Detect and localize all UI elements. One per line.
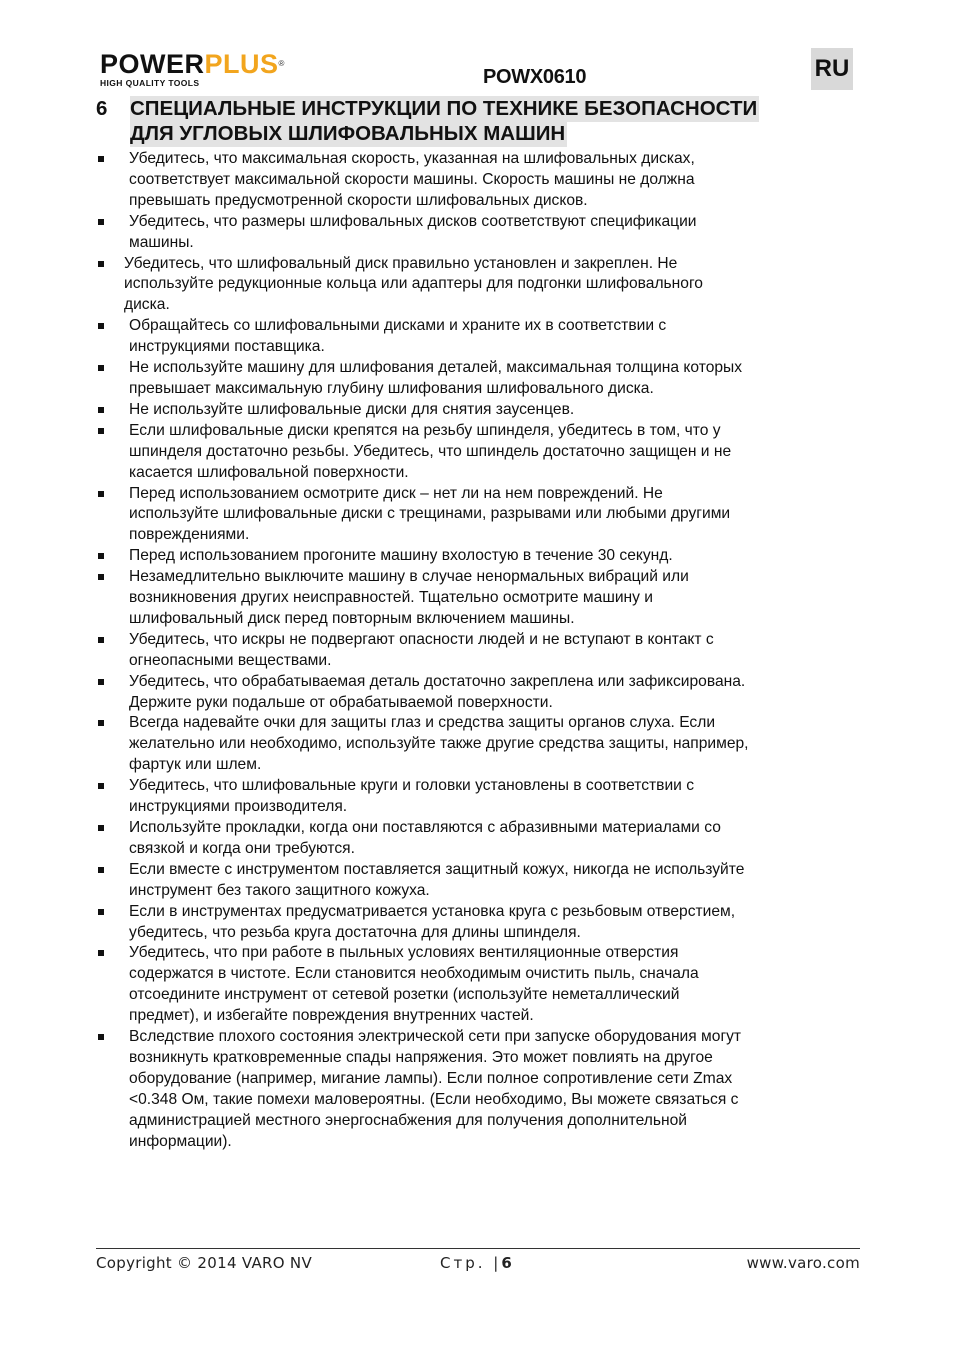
instruction-text-line: Убедитесь, что шлифовальные круги и головки установлены в соответствии с [129, 777, 695, 795]
bullet-square-icon [98, 323, 104, 329]
instruction-text-line: Всегда надевайте очки для защиты глаз и средства защиты органов слуха. Если [129, 714, 716, 732]
bullet-square-icon [98, 867, 104, 873]
bullet-square-icon [98, 491, 104, 497]
model-number: POWX0610 [483, 66, 587, 88]
instruction-text-line: используйте шлифовальные диски с трещинами, разрывами или любыми другими [129, 505, 731, 523]
section-title-line-1: СПЕЦИАЛЬНЫЕ ИНСТРУКЦИИ ПО ТЕХНИКЕ БЕЗОПАСНОСТИ [130, 97, 758, 120]
bullet-square-icon [98, 553, 104, 559]
section-number: 6 [96, 97, 108, 120]
bullet-square-icon [98, 428, 104, 434]
logo-plus: PLUS [204, 49, 279, 79]
instruction-text-line: инструкциями производителя. [129, 798, 348, 816]
instruction-text-line: Используйте прокладки, когда они поставляются с абразивными материалами со [129, 819, 721, 836]
language-badge: RU [811, 48, 853, 90]
instruction-text-line: Обращайтесь со шлифовальными дисками и храните их в соответствии с [129, 317, 667, 335]
bullet-square-icon [98, 574, 104, 580]
safety-instruction-item [96, 776, 866, 818]
bullet-square-icon [98, 365, 104, 371]
instruction-text-line: инструкциями поставщика. [129, 338, 325, 356]
logo-tagline: HIGH QUALITY TOOLS [100, 78, 200, 88]
instruction-text-line: огнеопасными веществами. [129, 651, 332, 669]
instruction-text-line: отсоедините инструмент от сетевой розетки (используйте неметаллический [129, 986, 680, 1004]
safety-instruction-item [96, 672, 866, 714]
bullet-square-icon [98, 637, 104, 643]
safety-instruction-item [96, 400, 866, 421]
footer-divider [96, 1248, 860, 1249]
logo-power: POWER [100, 49, 205, 79]
safety-instruction-item [96, 567, 866, 630]
instruction-text-line: Убедитесь, что обрабатываемая деталь достаточно закреплена или зафиксирована. [129, 672, 746, 690]
instruction-text-line: Убедитесь, что максимальная скорость, указанная на шлифовальных дисках, [129, 150, 695, 167]
safety-instruction-item [96, 254, 866, 317]
instruction-text-line: машины. [129, 233, 194, 251]
safety-instruction-item [96, 860, 866, 902]
instruction-text-line: фартук или шлем. [129, 756, 262, 774]
bullet-square-icon [98, 783, 104, 789]
instruction-text-line: администрацией местного энергоснабжения для получения дополнительной [129, 1111, 687, 1129]
safety-instruction-item [96, 818, 866, 860]
section-title-line-2: ДЛЯ УГЛОВЫХ ШЛИФОВАЛЬНЫХ МАШИН [130, 122, 566, 145]
instruction-text-line: Убедитесь, что при работе в пыльных условиях вентиляционные отверстия [129, 944, 679, 962]
instruction-text-line: Если шлифовальные диски крепятся на резьбу шпинделя, убедитесь в том, что у [129, 421, 721, 439]
instruction-text-line: Перед использованием прогоните машину вхолостую в течение 30 секунд. [129, 547, 673, 565]
safety-instruction-item [96, 546, 866, 567]
instruction-text-line: Если в инструментах предусматривается установка круга с резьбовым отверстием, [129, 902, 736, 920]
instruction-text-line: убедитесь, что резьба круга достаточна для длины шпинделя. [129, 923, 581, 941]
safety-instruction-item [96, 421, 866, 484]
instruction-text-line: возникновения других неисправностей. Тщательно осмотрите машину и [129, 589, 653, 607]
safety-instruction-item [96, 484, 866, 547]
safety-instruction-item [96, 316, 866, 358]
bullet-square-icon [98, 219, 104, 225]
bullet-square-icon [98, 909, 104, 915]
instruction-text-line: соответствует максимальной скорости машины. Скорость машины не должна [129, 170, 695, 188]
instruction-text-line: инструмент без такого защитного кожуха. [129, 881, 430, 899]
instruction-text-line: Не используйте машину для шлифования деталей, максимальная толщина которых [129, 359, 743, 377]
instruction-text-line: используйте редукционные кольца или адаптеры для подгонки шлифовального [124, 275, 703, 293]
instruction-text-line: Если вместе с инструментом поставляется защитный кожух, никогда не используйте [129, 860, 745, 878]
bullet-square-icon [98, 1034, 104, 1040]
instruction-text-line: предмет), и избегайте повреждения внутренних частей. [129, 1007, 534, 1025]
bullet-square-icon [98, 407, 104, 413]
bullet-square-icon [98, 261, 104, 267]
instruction-text-line: шпинделя достаточно резьбы. Убедитесь, что шпиндель достаточно защищен и не [129, 442, 732, 460]
footer-page-indicator [440, 1254, 512, 1272]
safety-instruction-item [96, 943, 866, 1027]
logo-wordmark [100, 50, 320, 78]
bullet-square-icon [98, 825, 104, 831]
instruction-text-line: Не используйте шлифовальные диски для снятия заусенцев. [129, 400, 575, 418]
safety-instruction-item [96, 358, 866, 400]
bullet-square-icon [98, 679, 104, 685]
instruction-text-line: превышает максимальную глубину шлифования шлифовального диска. [129, 379, 654, 397]
page-label: Стр. | [440, 1254, 502, 1272]
instruction-text-line: диска. [124, 296, 170, 314]
instruction-text-line: Убедитесь, что искры не подвергают опасности людей и не вступают в контакт с [129, 630, 714, 648]
instruction-text-line: Убедитесь, что размеры шлифовальных дисков соответствуют спецификации [129, 212, 697, 230]
instruction-text-line: превышать предусмотренной скорости шлифовальных дисков. [129, 191, 588, 209]
instruction-text-line: желательно или необходимо, используйте также другие средства защиты, например, [129, 735, 749, 753]
instruction-text-line: связкой и когда они требуются. [129, 839, 355, 857]
bullet-square-icon [98, 156, 104, 162]
instruction-text-line: Держите руки подальше от обрабатываемой поверхности. [129, 693, 553, 711]
safety-instruction-item [96, 149, 866, 212]
instruction-text-line: Убедитесь, что шлифовальный диск правильно установлен и закреплен. Не [124, 254, 678, 272]
brand-logo [100, 50, 320, 90]
safety-instructions-list [96, 149, 866, 1153]
page-number: 6 [501, 1254, 512, 1272]
footer-copyright: Copyright © 2014 VARO NV [96, 1254, 313, 1272]
footer-website: www.varo.com [746, 1254, 860, 1272]
bullet-square-icon [98, 720, 104, 726]
instruction-text-line: Незамедлительно выключите машину в случае ненормальных вибраций или [129, 568, 689, 586]
instruction-text-line: <0.348 Ом, такие помехи маловероятны. (Если необходимо, Вы можете связаться с [129, 1090, 739, 1108]
bullet-square-icon [98, 950, 104, 956]
safety-instruction-item [96, 713, 866, 776]
safety-instruction-item [96, 1027, 866, 1152]
instruction-text-line: возникнуть кратковременные спады напряжения. Это может повлиять на другое [129, 1048, 713, 1066]
instruction-text-line: содержатся в чистоте. Если становится необходимым очистить пыль, сначала [129, 965, 699, 983]
instruction-text-line: Вследствие плохого состояния электрической сети при запуске оборудования могут [129, 1028, 742, 1046]
instruction-text-line: Перед использованием осмотрите диск – нет ли на нем повреждений. Не [129, 484, 663, 502]
logo-registered-mark: ® [278, 59, 285, 68]
safety-instruction-item [96, 212, 866, 254]
safety-instruction-item [96, 630, 866, 672]
instruction-text-line: шлифовальный диск перед повторным включением машины. [129, 609, 575, 627]
instruction-text-line: касается шлифовальной поверхности. [129, 463, 409, 481]
instruction-text-line: информации). [129, 1132, 232, 1150]
instruction-text-line: оборудование (например, мигание лампы). Если полное сопротивление сети Zmax [129, 1069, 733, 1087]
safety-instruction-item [96, 902, 866, 944]
instruction-text-line: повреждениями. [129, 526, 250, 544]
